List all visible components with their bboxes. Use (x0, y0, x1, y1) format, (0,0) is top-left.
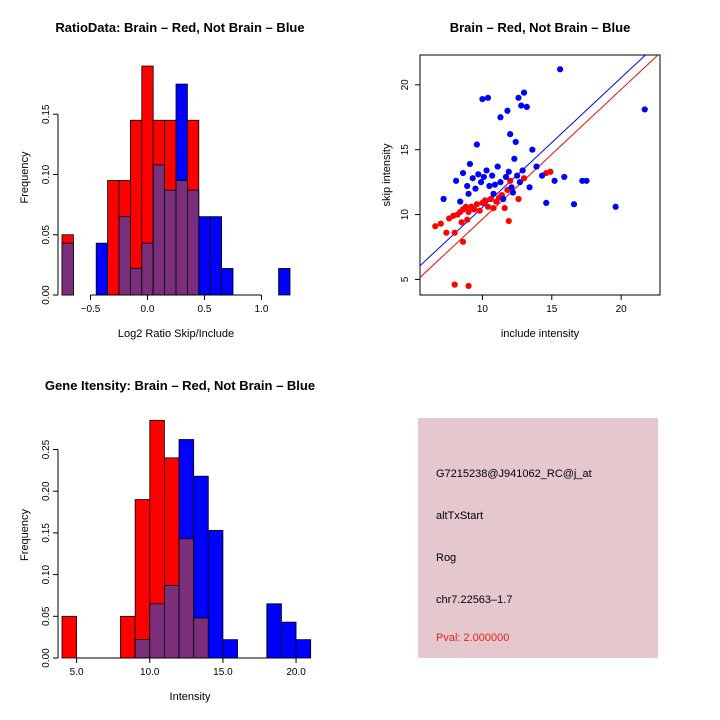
x-tick-label: 20.0 (286, 667, 306, 678)
hist-bar-overlap (187, 190, 198, 295)
y-tick-label: 0.25 (41, 439, 52, 460)
hist-bar (296, 640, 311, 658)
gene-histogram-title: Gene Itensity: Brain – Red, Not Brain – Blue (44, 378, 316, 393)
hist-bar-overlap (119, 217, 130, 295)
hist-bar-overlap (179, 539, 194, 658)
panel-gene-histogram (0, 360, 360, 720)
x-tick-label: 5.0 (69, 667, 84, 678)
scatter-point (504, 108, 510, 114)
ratio-histogram-svg (0, 0, 360, 360)
scatter-point (464, 183, 470, 189)
scatter-point (475, 171, 481, 177)
scatter-point (557, 66, 563, 72)
scatter-point (452, 282, 458, 288)
scatter-point (483, 167, 489, 173)
scatter-point (520, 167, 526, 173)
scatter-title: Brain – Red, Not Brain – Blue (449, 20, 631, 35)
hist-bar (222, 268, 233, 295)
info-event-type: altTxStart (436, 510, 484, 522)
y-tick-label: 0.10 (41, 564, 52, 585)
scatter-point (529, 147, 535, 153)
info-probe-id: G7215238@J941062_RC@j_at (436, 468, 592, 480)
y-tick-label: 0.00 (41, 285, 52, 305)
scatter-point (460, 170, 466, 176)
x-axis-label: Intensity (169, 691, 211, 703)
x-tick-label: 10 (476, 304, 488, 315)
scatter-point (561, 174, 567, 180)
hist-bar-overlap (165, 190, 176, 295)
y-tick-label: 0.15 (41, 523, 52, 543)
scatter-point (443, 230, 449, 236)
panel-ratio-histogram (0, 0, 360, 360)
hist-bar (210, 217, 221, 295)
hist-bar-overlap (150, 604, 165, 658)
scatter-point (506, 169, 512, 175)
hist-bar (281, 622, 296, 658)
scatter-point (507, 131, 513, 137)
scatter-point (521, 90, 527, 96)
clipped-content (420, 41, 660, 289)
hist-bar (279, 268, 290, 295)
scatter-point (506, 218, 512, 224)
panel-info (418, 418, 658, 658)
hist-bar-overlap (176, 181, 187, 295)
scatter-point (547, 169, 553, 175)
panel-intensity-scatter (360, 0, 720, 360)
scatter-point (467, 161, 473, 167)
info-locus: chr7.22563–1.7 (436, 594, 513, 606)
reference-line (420, 53, 660, 277)
scatter-point (432, 223, 438, 229)
y-tick-label: 15 (400, 144, 411, 156)
x-axis-label: Log2 Ratio Skip/Include (117, 328, 235, 340)
info-pval: Pval: 2.000000 (436, 632, 510, 644)
scatter-point (539, 173, 545, 179)
info-gene-name: Rog (436, 552, 457, 564)
intensity-scatter-plot-area (381, 41, 660, 340)
hist-bar (121, 616, 136, 658)
scatter-point (485, 204, 491, 210)
y-tick-label: 0.00 (41, 648, 52, 668)
scatter-point (495, 163, 501, 169)
scatter-point (642, 106, 648, 112)
hist-bar-overlap (153, 165, 164, 295)
hist-bar-overlap (142, 243, 153, 295)
x-tick-label: 0.0 (140, 304, 155, 315)
scatter-point (440, 196, 446, 202)
y-tick-label: 0.20 (41, 481, 52, 501)
scatter-point (515, 95, 521, 101)
y-axis-label: Frequency (19, 151, 31, 204)
scatter-point (514, 173, 520, 179)
scatter-point (497, 179, 503, 185)
hist-bar (135, 500, 150, 658)
ratio-histogram-title: RatioData: Brain – Red, Not Brain – Blue (55, 20, 305, 35)
scatter-point (474, 141, 480, 147)
scatter-point (464, 217, 470, 223)
scatter-point (489, 173, 495, 179)
hist-bar-overlap (130, 268, 141, 295)
scatter-point (459, 219, 465, 225)
scatter-point (543, 200, 549, 206)
scatter-point (481, 174, 487, 180)
scatter-svg (360, 0, 720, 360)
scatter-point (571, 201, 577, 207)
scatter-point (474, 201, 480, 207)
scatter-point (486, 183, 492, 189)
scatter-point (438, 221, 444, 227)
y-tick-label: 0.15 (41, 104, 52, 124)
y-tick-label: 0.05 (41, 225, 52, 245)
y-axis-label: Frequency (19, 509, 31, 561)
scatter-point (513, 139, 519, 145)
y-tick-label: 0.10 (41, 164, 52, 185)
scatter-point (497, 114, 503, 120)
hist-bar (62, 616, 77, 658)
y-tick-label: 10 (400, 209, 411, 221)
x-tick-label: 1.0 (254, 304, 269, 315)
hist-bar-overlap (164, 585, 179, 658)
ratio-histogram-plot-area (19, 66, 290, 340)
scatter-point (517, 179, 523, 185)
scatter-point (533, 163, 539, 169)
hist-bar (108, 181, 119, 295)
x-tick-label: 15 (546, 304, 558, 315)
scatter-point (452, 230, 458, 236)
hist-bar (96, 243, 107, 295)
info-box (418, 418, 658, 658)
scatter-point (524, 104, 530, 110)
x-axis-label: include intensity (500, 328, 580, 340)
hist-bar-overlap (62, 243, 73, 295)
scatter-point (479, 96, 485, 102)
scatter-point (465, 283, 471, 289)
scatter-point (508, 184, 514, 190)
y-tick-label: 5 (400, 276, 411, 283)
scatter-point (500, 196, 506, 202)
hist-bar (267, 604, 282, 658)
x-tick-label: 15.0 (213, 667, 233, 678)
scatter-point (482, 197, 488, 203)
hist-bar (208, 530, 223, 658)
x-tick-label: 0.5 (197, 304, 212, 315)
scatter-point (511, 156, 517, 162)
scatter-point (457, 198, 463, 204)
hist-bar (223, 640, 238, 658)
scatter-point (510, 189, 516, 195)
scatter-point (460, 239, 466, 245)
x-tick-label: 10.0 (140, 667, 160, 678)
y-tick-label: 20 (400, 79, 411, 91)
x-tick-label: −0.5 (80, 304, 101, 315)
scatter-point (551, 178, 557, 184)
y-tick-label: 0.05 (41, 606, 52, 627)
x-tick-label: 20 (615, 304, 627, 315)
scatter-point (515, 196, 521, 202)
hist-bar-overlap (194, 618, 209, 658)
scatter-point (453, 178, 459, 184)
scatter-point (490, 205, 496, 211)
gene-histogram-svg (0, 360, 360, 720)
gene-intensity-histogram-plot-area (19, 420, 311, 703)
scatter-point (613, 204, 619, 210)
scatter-point (518, 102, 524, 108)
scatter-point (526, 184, 532, 190)
scatter-point (465, 191, 471, 197)
hist-bar-overlap (135, 640, 150, 658)
scatter-point (485, 95, 491, 101)
scatter-point (490, 191, 496, 197)
y-axis-label: skip intensity (381, 143, 393, 207)
scatter-point (492, 182, 498, 188)
scatter-point (472, 186, 478, 192)
scatter-point (502, 205, 508, 211)
hist-bar (199, 217, 210, 295)
scatter-point (470, 175, 476, 181)
scatter-point (583, 178, 589, 184)
scatter-point (477, 208, 483, 214)
